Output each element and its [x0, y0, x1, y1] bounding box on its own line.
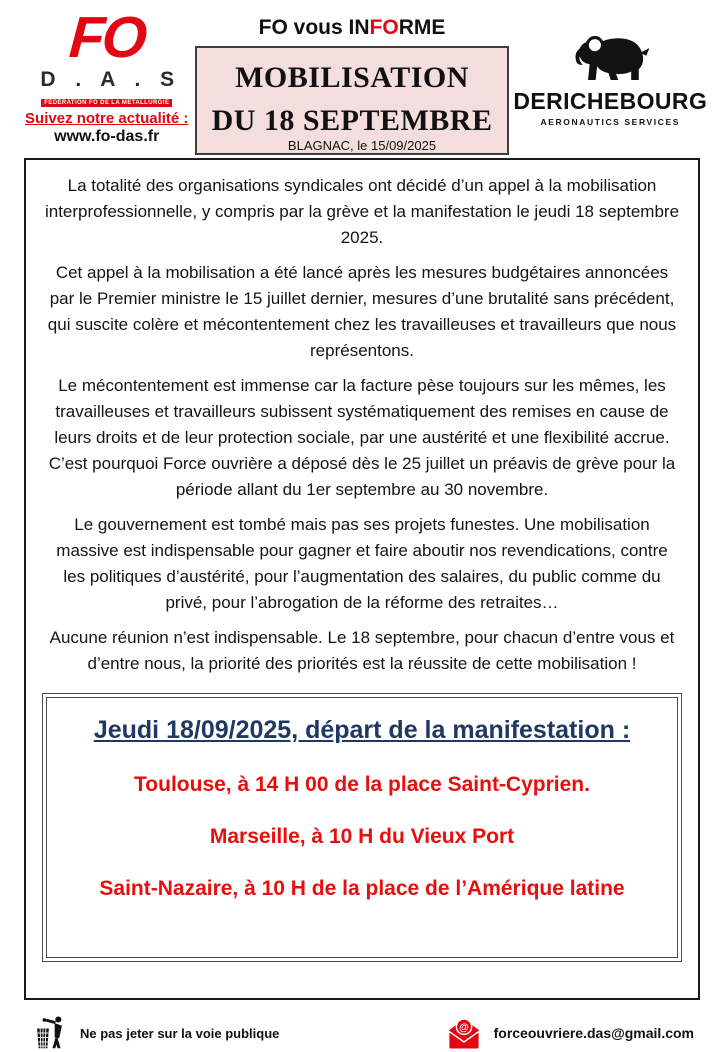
departure-line-marseille: Marseille, à 10 H du Vieux Port: [209, 825, 515, 848]
mobilisation-line1: MOBILISATION: [235, 61, 469, 94]
title-block: [195, 14, 508, 155]
informe-post: RME: [398, 16, 446, 39]
federation-strip: FÉDÉRATION FO DE LA MÉTALLURGIE: [41, 99, 172, 107]
departure-box-inner: [46, 697, 678, 958]
departure-line-saint-nazaire: Saint-Nazaire, à 10 H de la place de l’Amérique latine: [99, 877, 625, 900]
litter-note-text: Ne pas jeter sur la voie publique: [80, 1025, 280, 1041]
header: [0, 0, 724, 145]
email-icon: [444, 1015, 484, 1051]
paragraph-4: Le gouvernement est tombé mais pas ses projets funestes. Une mobilisation massive est indispensable pour gagner et faire aboutir nos revendications, contre les politiques d’austérité, pour l’augmentation des salaires, du public comme du privé, pour l’abrogation de la réforme des retraites…: [56, 515, 668, 612]
fo-logo-text: FO: [67, 5, 147, 70]
paragraph-1: La totalité des organisations syndicales ont décidé d’un appel à la mobilisation interprofessionnelle, y compris par la grève et la manifestation le jeudi 18 septembre 2025.: [44, 176, 680, 247]
informe-fo-red: FO: [369, 16, 399, 39]
tidyman-icon: [34, 1014, 70, 1052]
mobilisation-line2: DU 18 SEPTEMBRE: [211, 103, 493, 137]
departure-box: [42, 693, 682, 962]
website-link[interactable]: www.fo-das.fr: [54, 127, 160, 145]
fo-vous-informe-title: [195, 16, 508, 40]
departure-line-toulouse: Toulouse, à 14 H 00 de la place Saint-Cyprien.: [134, 773, 590, 796]
footer: [34, 1014, 694, 1052]
derichebourg-name: DERICHEBOURG: [513, 88, 708, 114]
elephant-icon: [564, 30, 656, 86]
content-box: [24, 158, 700, 1000]
email-address[interactable]: forceouvriere.das@gmail.com: [493, 1025, 694, 1041]
departure-heading: Jeudi 18/09/2025, départ de la manifestation :: [93, 716, 631, 744]
contact: [444, 1015, 694, 1051]
dateline: BLAGNAC, le 15/09/2025: [287, 138, 437, 153]
das-text: D . A . S: [40, 67, 182, 91]
paragraph-3: Le mécontentement est immense car la facture pèse toujours sur les mêmes, les travailleuses et travailleurs subissent systématiquement des remises en cause de leurs droits et de leur protection sociale, par une austérité et une flexibilité accrue. C’est pourquoi Force ouvrière a déposé dès le 25 juillet un préavis de grève pour la période allant du 1er septembre au 30 novembre.: [48, 376, 676, 499]
paragraph-5: Aucune réunion n’est indispensable. Le 18 septembre, pour chacun d’entre vous et d’entre nous, la priorité des priorités est la réussite de cette mobilisation !: [49, 628, 675, 673]
fo-logo: [18, 5, 195, 146]
informe-pre: FO vous IN: [258, 16, 370, 39]
follow-us-label[interactable]: Suivez notre actualité :: [25, 110, 189, 128]
paragraph-2: Cet appel à la mobilisation a été lancé après les mesures budgétaires annoncées par le Premier ministre le 15 juillet dernier, mesures d’une brutalité sans précédent, qui suscite colère et mécontentement chez les travailleuses et travailleurs que nous représentons.: [47, 263, 677, 360]
derichebourg-logo: [509, 14, 712, 127]
derichebourg-subtitle: AERONAUTICS SERVICES: [540, 117, 681, 127]
svg-text:@: @: [458, 1022, 469, 1034]
litter-notice: [34, 1014, 279, 1052]
